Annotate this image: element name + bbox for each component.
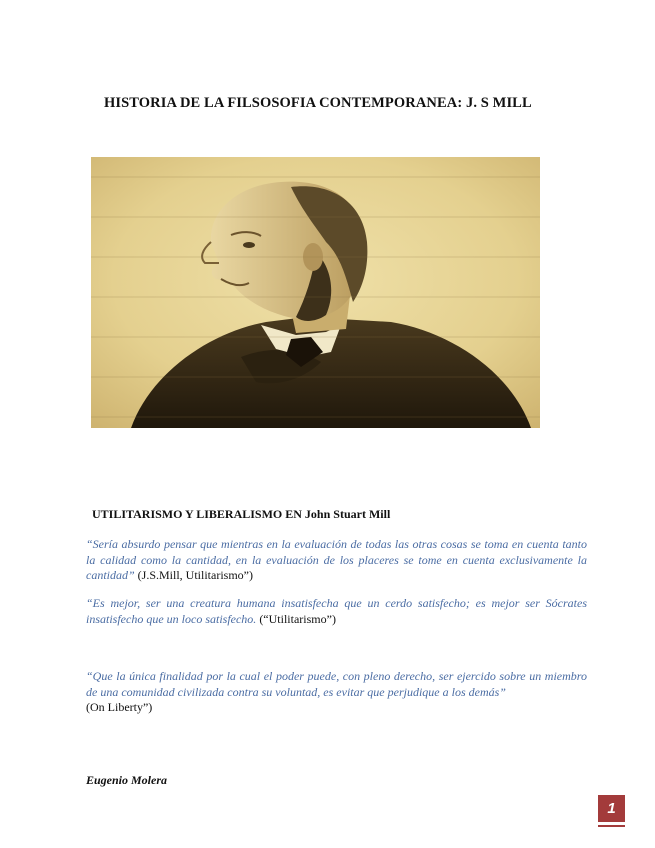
quote-text: “Es mejor, ser una creatura humana insatisfecha que un cerdo satisfecho; es mejor ser Sócrates insatisfecho que un loco satisfecho. — [86, 596, 587, 626]
page-number-underline — [598, 825, 625, 827]
quote-citation: (On Liberty”) — [86, 700, 153, 714]
page-number-badge: 1 — [598, 795, 625, 822]
author-name: Eugenio Molera — [86, 773, 168, 787]
quote-citation: (J.S.Mill, Utilitarismo”) — [134, 568, 254, 582]
quote-block — [86, 596, 587, 627]
quote-citation: (“Utilitarismo”) — [256, 611, 336, 626]
section-heading: UTILITARISMO Y LIBERALISMO EN John Stuart Mill — [92, 507, 391, 521]
document-title: HISTORIA DE LA FILSOSOFIA CONTEMPORANEA: J. S MILL — [104, 95, 532, 111]
quote-text: “Que la única finalidad por la cual el poder puede, con pleno derecho, ser ejercido sobre un miembro de una comunidad civilizada contra su voluntad, es evitar que perjudique a los demás” — [86, 669, 587, 699]
portrait-image — [91, 157, 540, 428]
portrait-illustration — [91, 157, 540, 428]
quote-block — [86, 537, 587, 584]
quote-text: “Sería absurdo pensar que mientras en la evaluación de todas las otras cosas se toma en cuenta tanto la calidad como la cantidad, en la evaluación de los placeres se tome en cuenta exclusivamente la cantidad” — [86, 537, 587, 582]
quote-block — [86, 669, 587, 716]
